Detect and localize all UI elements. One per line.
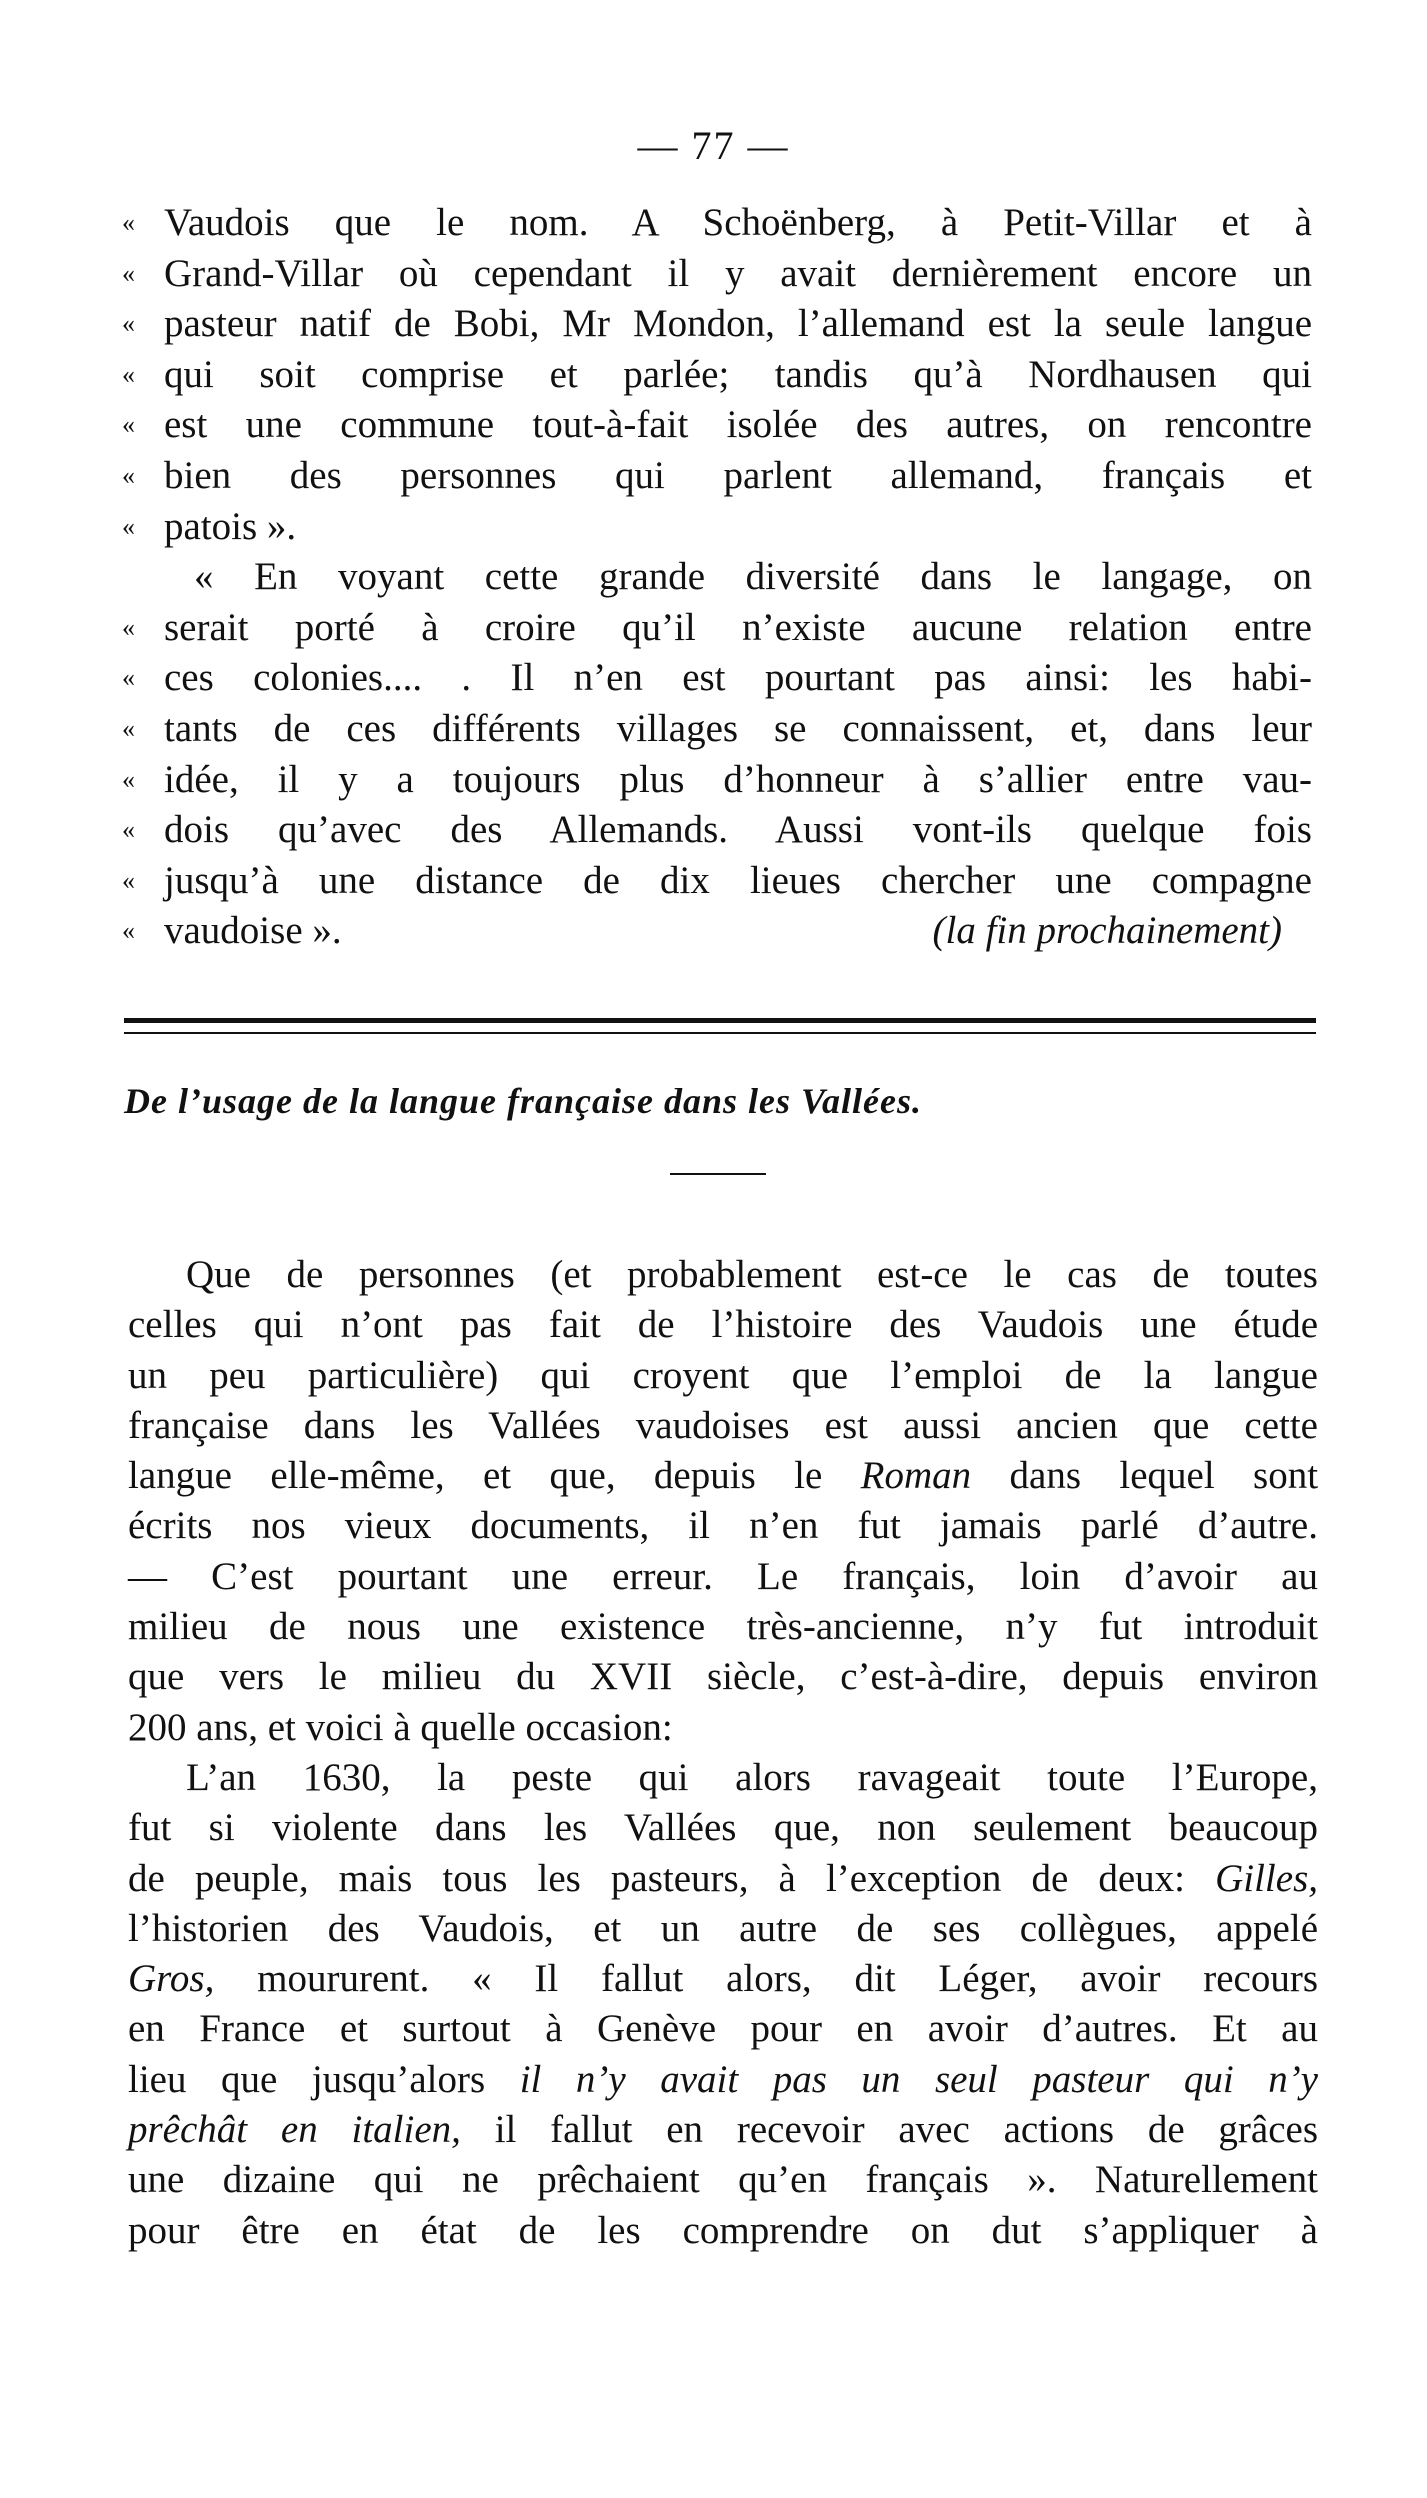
quote-text: Vaudois que le nom. A Schoënberg, à Petit-Villar et à: [164, 201, 1312, 244]
guillemet: «: [122, 865, 135, 895]
text-line: [128, 2105, 1318, 2155]
quote-line: [122, 249, 1312, 300]
quote-line: [122, 299, 1312, 350]
italic-quote: il n’y avait pas un seul pasteur qui n’y: [519, 2057, 1318, 2101]
page-number: — 77 —: [637, 123, 790, 168]
quote-line: [122, 755, 1312, 806]
text-line: Que de personnes (et probablement est-ce le cas de toutes: [186, 1253, 1318, 1296]
quote-line: [122, 451, 1312, 502]
quote-text: serait porté à croire qu’il n’existe aucune relation entre: [164, 605, 1312, 649]
quote-line: [122, 805, 1312, 856]
guillemet: «: [122, 208, 135, 237]
guillemet: «: [122, 815, 135, 845]
quote-text: [164, 906, 1312, 957]
quote-line: [122, 502, 1312, 553]
text-line: L’an 1630, la peste qui alors ravageait toute l’Europe,: [186, 1755, 1318, 1799]
guillemet: «: [122, 359, 135, 389]
text-line: milieu de nous une existence très-ancienne, n’y fut introduit: [128, 1605, 1318, 1649]
quote-text: idée, il y a toujours plus d’honneur à s’allier entre vau-: [164, 757, 1312, 801]
quote-line: [122, 906, 1312, 957]
quote-text: bien des personnes qui parlent allemand, français et: [164, 453, 1312, 497]
quote-line: [122, 704, 1312, 755]
italic-term: Roman: [860, 1454, 972, 1498]
article-body: [128, 1250, 1318, 2256]
section-divider-thick: [124, 1018, 1316, 1023]
italic-quote: prêchât en italien,: [128, 2108, 461, 2152]
guillemet: «: [122, 309, 135, 339]
text-segment: de peuple, mais tous les pasteurs, à l’exception de deux:: [128, 1856, 1185, 1900]
text-line: en France et surtout à Genève pour en avoir d’autres. Et au: [128, 2007, 1318, 2051]
text-segment: il fallut en recevoir avec actions de grâces: [494, 2108, 1318, 2152]
text-segment: dans lequel sont: [1009, 1454, 1319, 1498]
quote-text: jusqu’à une distance de dix lieues chercher une compagne: [164, 858, 1312, 902]
text-segment: moururent. « Il fallut alors, dit Léger, avoir recours: [257, 1957, 1319, 2001]
quote-line: [122, 198, 1312, 249]
quoted-passage: [122, 198, 1312, 957]
text-line: [128, 2055, 1318, 2105]
italic-name: Gros,: [128, 1957, 215, 2001]
quote-text: pasteur natif de Bobi, Mr Mondon, l’allemand est la seule langue: [164, 302, 1312, 346]
text-line: un peu particulière) qui croyent que l’emploi de la langue: [128, 1353, 1318, 1397]
text-line: — C’est pourtant une erreur. Le français, loin d’avoir au: [128, 1554, 1318, 1598]
guillemet: «: [122, 612, 135, 642]
quote-text: dois qu’avec des Allemands. Aussi vont-ils quelque fois: [164, 808, 1312, 852]
quote-line: [122, 350, 1312, 401]
quote-line: [122, 552, 1312, 603]
quote-end-text: vaudoise ».: [164, 909, 342, 953]
text-line: [128, 1451, 1318, 1501]
text-line: écrits nos vieux documents, il n’en fut jamais parlé d’autre.: [128, 1504, 1318, 1548]
section-title: De l’usage de la langue française dans les Vallées.: [124, 1081, 922, 1121]
text-segment: langue elle-même, et que, depuis le: [128, 1454, 823, 1498]
text-line: [128, 1954, 1318, 2004]
title-rule: [670, 1173, 766, 1175]
text-line: que vers le milieu du XVII siècle, c’est-à-dire, depuis environ: [128, 1655, 1318, 1699]
to-be-continued-note: (la fin prochainement): [932, 909, 1282, 953]
text-line: 200 ans, et voici à quelle occasion:: [128, 1705, 673, 1749]
italic-name: Gilles,: [1215, 1856, 1319, 1900]
guillemet: «: [122, 663, 135, 693]
section-divider-thin: [124, 1032, 1316, 1034]
quote-line: [122, 653, 1312, 704]
guillemet: «: [122, 916, 135, 946]
quote-text: patois ».: [164, 504, 297, 548]
quote-line: [122, 603, 1312, 654]
quote-line: [122, 856, 1312, 907]
guillemet: «: [122, 713, 135, 743]
text-segment: lieu que jusqu’alors: [128, 2057, 486, 2101]
guillemet: «: [122, 511, 135, 541]
quote-text: « En voyant cette grande diversité dans le langage, on: [194, 555, 1312, 599]
guillemet: «: [122, 460, 135, 490]
text-line: une dizaine qui ne prêchaient qu’en français ». Naturellement: [128, 2158, 1318, 2202]
quote-text: est une commune tout-à-fait isolée des autres, on rencontre: [164, 403, 1312, 447]
quote-text: ces colonies.... . Il n’en est pourtant pas ainsi: les habi-: [164, 656, 1312, 700]
text-line: celles qui n’ont pas fait de l’histoire des Vaudois une étude: [128, 1303, 1318, 1347]
quote-line: [122, 400, 1312, 451]
quote-text: tants de ces différents villages se connaissent, et, dans leur: [164, 706, 1312, 750]
text-line: l’historien des Vaudois, et un autre de ses collègues, appelé: [128, 1906, 1318, 1950]
guillemet: «: [122, 764, 135, 794]
guillemet: «: [122, 410, 135, 440]
quote-text: Grand-Villar où cependant il y avait dernièrement encore un: [164, 251, 1312, 295]
text-line: française dans les Vallées vaudoises est aussi ancien que cette: [128, 1403, 1318, 1447]
text-line: fut si violente dans les Vallées que, non seulement beaucoup: [128, 1806, 1318, 1850]
text-line: pour être en état de les comprendre on dut s’appliquer à: [128, 2208, 1318, 2252]
guillemet: «: [122, 258, 135, 288]
quote-text: qui soit comprise et parlée; tandis qu’à Nordhausen qui: [164, 352, 1312, 396]
text-line: [128, 1854, 1318, 1904]
guillemet: [122, 552, 164, 603]
